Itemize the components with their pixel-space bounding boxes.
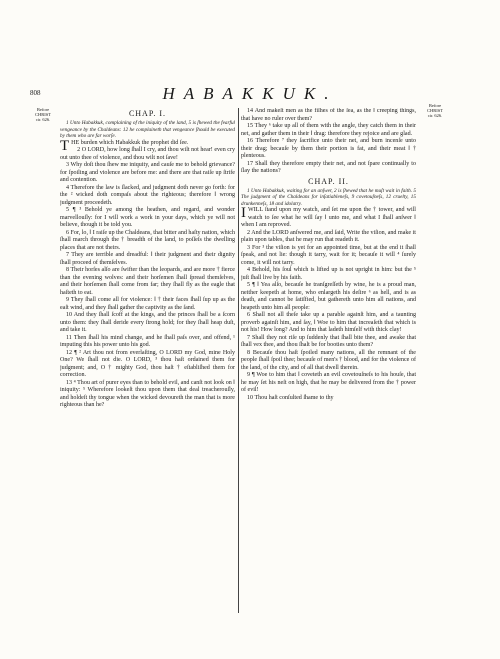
era-left — [30, 107, 56, 122]
verse-10: 10 Thou haſt conſulted ſhame to thy — [247, 394, 334, 401]
drop-cap: I — [241, 205, 246, 221]
era-right — [422, 103, 448, 118]
verse-5: 5 ¶ ³ Behold ye among the heathen, and regard, and wonder marvellouſly: for I will work a work in your days, which ye will not believe, though it be told you. — [60, 207, 235, 228]
chapter-heading: CHAP. II. — [308, 176, 349, 186]
era-right-before: Before — [428, 103, 442, 108]
verse-9: 9 They ſhall come all for violence: ‖ † their faces ſhall ſup up as the eaſt wind, and they ſhall gather the captivity as the ſand. — [60, 297, 235, 311]
verse-8: 8 Their horſes alſo are ſwifter than the leopards, and are more † fierce than the evening wolves: and their horſemen ſhall ſpread themſelves, and their horſemen ſhall come from far; they ſhall fly as the eagle that haſteth to eat. — [60, 267, 235, 296]
verse-16: 16 Therefore ⁷ they ſacrifice unto their net, and burn incenſe unto their drag; becauſe by them their portion is fat, and their meat ‖ † plenteous. — [241, 138, 416, 159]
chapter-summary: 1 Unto Habakkuk, waiting for an anſwer, 2 is ſhewed that he muſt wait in faith. 5 The judgment of the Chaldeans for inſatiableneſs, 9 covetouſneſs, 12 cruelty, 15 drunkenneſs, 18 and idolatry. — [241, 187, 416, 207]
verse-12: 12 ¶ ² Art thou not from everlaſting, O LORD my God, mine Holy One? We ſhall not die. O LORD, ³ thou haſt ordained them for judgment; and, O † mighty God, thou haſt † eſtabliſhed them for correction. — [60, 349, 235, 378]
era-left-before: Before — [36, 107, 50, 112]
verse-4: 4 Behold, his ſoul which is lifted up is not upright in him: but the ⁵ juſt ſhall live by his faith. — [241, 267, 416, 281]
running-head: HABAKKUK. — [162, 84, 338, 103]
left-column — [60, 108, 235, 618]
chapter-summary: 1 Unto Habakkuk, complaining of the iniquity of the land, 5 is ſhewed the fearful vengeance by the Chaldeans: 12 he complaineth that vengeance ſhould be executed by them who are far worſe. — [60, 120, 235, 139]
verse-9: 9 ¶ Woe to him that ‖ coveteth an evil covetouſneſs to his houſe, that he may ſet his neſt on high, that he may be delivered from the † power of evil! — [241, 372, 416, 393]
verse-17: 17 Shall they therefore empty their net, and not ſpare continually to ſlay the nations? — [241, 160, 416, 174]
verse-1: IWILL ſtand upon my watch, and ſet me upon the † tower, and will watch to ſee what he will ſay ‖ unto me, and what I ſhall anſwer ‖ when I am reproved. — [241, 205, 416, 228]
drop-cap: T — [60, 137, 70, 154]
verse-10: 10 And they ſhall ſcoff at the kings, and the princes ſhall be a ſcorn unto them: they ſhall deride every ſtrong hold; for they ſhall heap duſt, and take it. — [60, 312, 235, 333]
verse-4: 4 Therefore the law is ſlacked, and judgment doth never go forth: for the ² wicked doth compaſs about the righteous; therefore ‖ wrong judgment proceedeth. — [60, 184, 235, 206]
verse-14: 14 And makeſt men as the fiſhes of the ſea, as the ‖ creeping things, that have no ruler over them? — [241, 108, 416, 122]
verse-6: 6 Shall not all theſe take up a parable againſt him, and a taunting proverb againſt him, and ſay, ‖ Woe to him that increaſeth that which is not his! How long? And to him that ladeth himſelf with thick clay! — [241, 312, 416, 333]
verse-3: 3 Why doſt thou ſhew me iniquity, and cauſe me to behold grievance? for ſpoiling and violence are before me: and there are that raiſe up ſtrife and contention. — [60, 162, 235, 183]
page-number: 808 — [30, 89, 41, 97]
verse-6: 6 For, lo, ‖ I raiſe up the Chaldeans, that bitter and haſty nation, which ſhall march through the † breadth of the land, to poſſeſs the dwelling places that are not theirs. — [60, 229, 235, 251]
verse-1: THE burden which Habakkuk the prophet did ſee. — [60, 137, 189, 154]
era-left-christ: CHRIST — [34, 112, 51, 117]
verse-5: 5 ¶ ‖ Yea alſo, becauſe he tranſgreſſeth by wine, he is a proud man, neither keepeth at home, who enlargeth his deſire ⁶ as hell, and is as death, and cannot be ſatiſfied, but gathereth unto him all nations, and heapeth unto him all people: — [241, 282, 416, 311]
verse-15: 15 They ⁶ take up all of them with the angle, they catch them in their net, and gather them in their ‖ drag: therefore they rejoice and are glad. — [241, 123, 416, 137]
verse-7: 7 Shall they not riſe up ſuddenly that ſhall bite thee, and awake that ſhall vex thee, and thou ſhalt be for booties unto them? — [241, 334, 416, 348]
verse-2: 2 And the LORD anſwered me, and ſaid, Write the viſion, and make it plain upon tables, that he may run that readeth it. — [241, 229, 416, 243]
column-divider — [238, 108, 239, 613]
verse-7: 7 They are terrible and dreadful: ‖ their judgment and their dignity ſhall proceed of themſelves. — [60, 252, 235, 266]
era-right-date: cir. 626. — [427, 113, 443, 118]
verse-8: 8 Becauſe thou haſt ſpoiled many nations, all the remnant of the people ſhall ſpoil thee; becauſe of men's † blood, and for the violence of the land, of the city, and of all that dwell therein. — [241, 349, 416, 371]
chapter-heading: CHAP. I. — [128, 109, 167, 118]
era-right-christ: CHRIST — [426, 108, 443, 113]
verse-13: 13 ⁴ Thou art of purer eyes than to behold evil, and canſt not look on ‖ iniquity: ⁵ Wherefore lookeſt thou upon them that deal treacherouſly, and holdeſt thy tongue when the wicked devoureth the man that is more righteous than he? — [60, 379, 235, 408]
era-left-date: cir. 626. — [35, 117, 51, 122]
verse-3: 3 For ³ the viſion is yet for an appointed time, but at the end it ſhall ſpeak, and not lie: though it tarry, wait for it; becauſe it will ⁴ ſurely come, it will not tarry. — [241, 244, 416, 266]
verse-2: 2 O LORD, how long ſhall I cry, and thou wilt not hear! even cry out unto thee of violence, and thou wilt not ſave! — [60, 147, 235, 161]
right-column — [241, 108, 416, 618]
verse-11: 11 Then ſhall his mind change, and he ſhall paſs over, and offend, ¹ imputing this his power unto his god. — [60, 334, 235, 348]
